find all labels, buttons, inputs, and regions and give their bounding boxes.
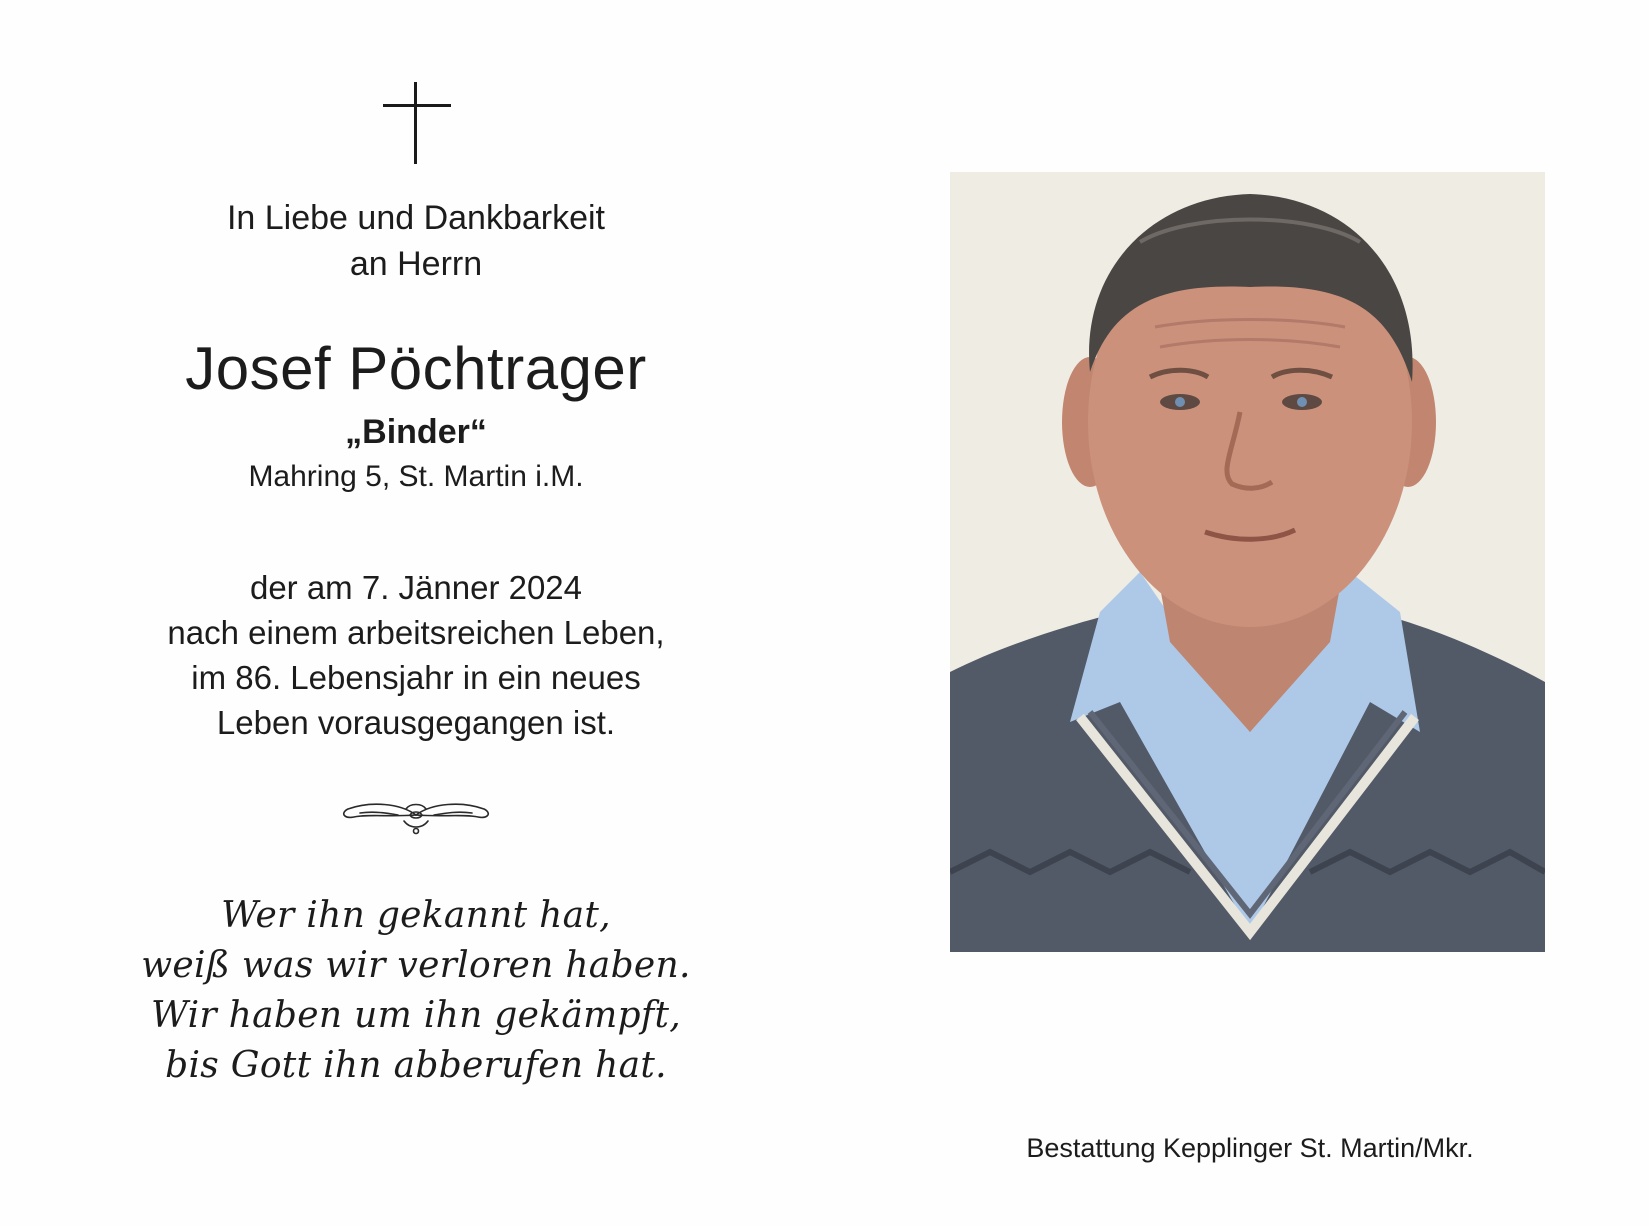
intro-line: In Liebe und Dankbarkeit [226,199,606,237]
deceased-nickname: „Binder“ [345,413,487,451]
death-notice-line: der am 7. Jänner 2024 [249,569,583,606]
cross-icon [383,82,451,164]
intro-line: an Herrn [349,245,483,283]
death-notice [90,565,742,745]
portrait-illustration [950,172,1545,952]
death-notice-line: Leben vorausgegangen ist. [216,704,616,741]
flourish-ornament-icon [340,795,492,837]
poem-line: weiß was wir verloren haben. [141,945,691,986]
deceased-name: Josef Pöchtrager [185,335,647,402]
memorial-poem [90,891,742,1091]
portrait-photo [950,172,1545,952]
poem-line: Wer ihn gekannt hat, [221,895,611,936]
death-notice-line: im 86. Lebensjahr in ein neues [191,659,641,696]
death-notice-line: nach einem arbeitsreichen Leben, [167,614,665,651]
deceased-address: Mahring 5, St. Martin i.M. [248,460,584,493]
poem-line: bis Gott ihn abberufen hat. [165,1045,667,1086]
poem-line: Wir haben um ihn gekämpft, [150,995,682,1036]
funeral-home-credit: Bestattung Kepplinger St. Martin/Mkr. [1026,1133,1474,1163]
intro-text [90,195,742,287]
